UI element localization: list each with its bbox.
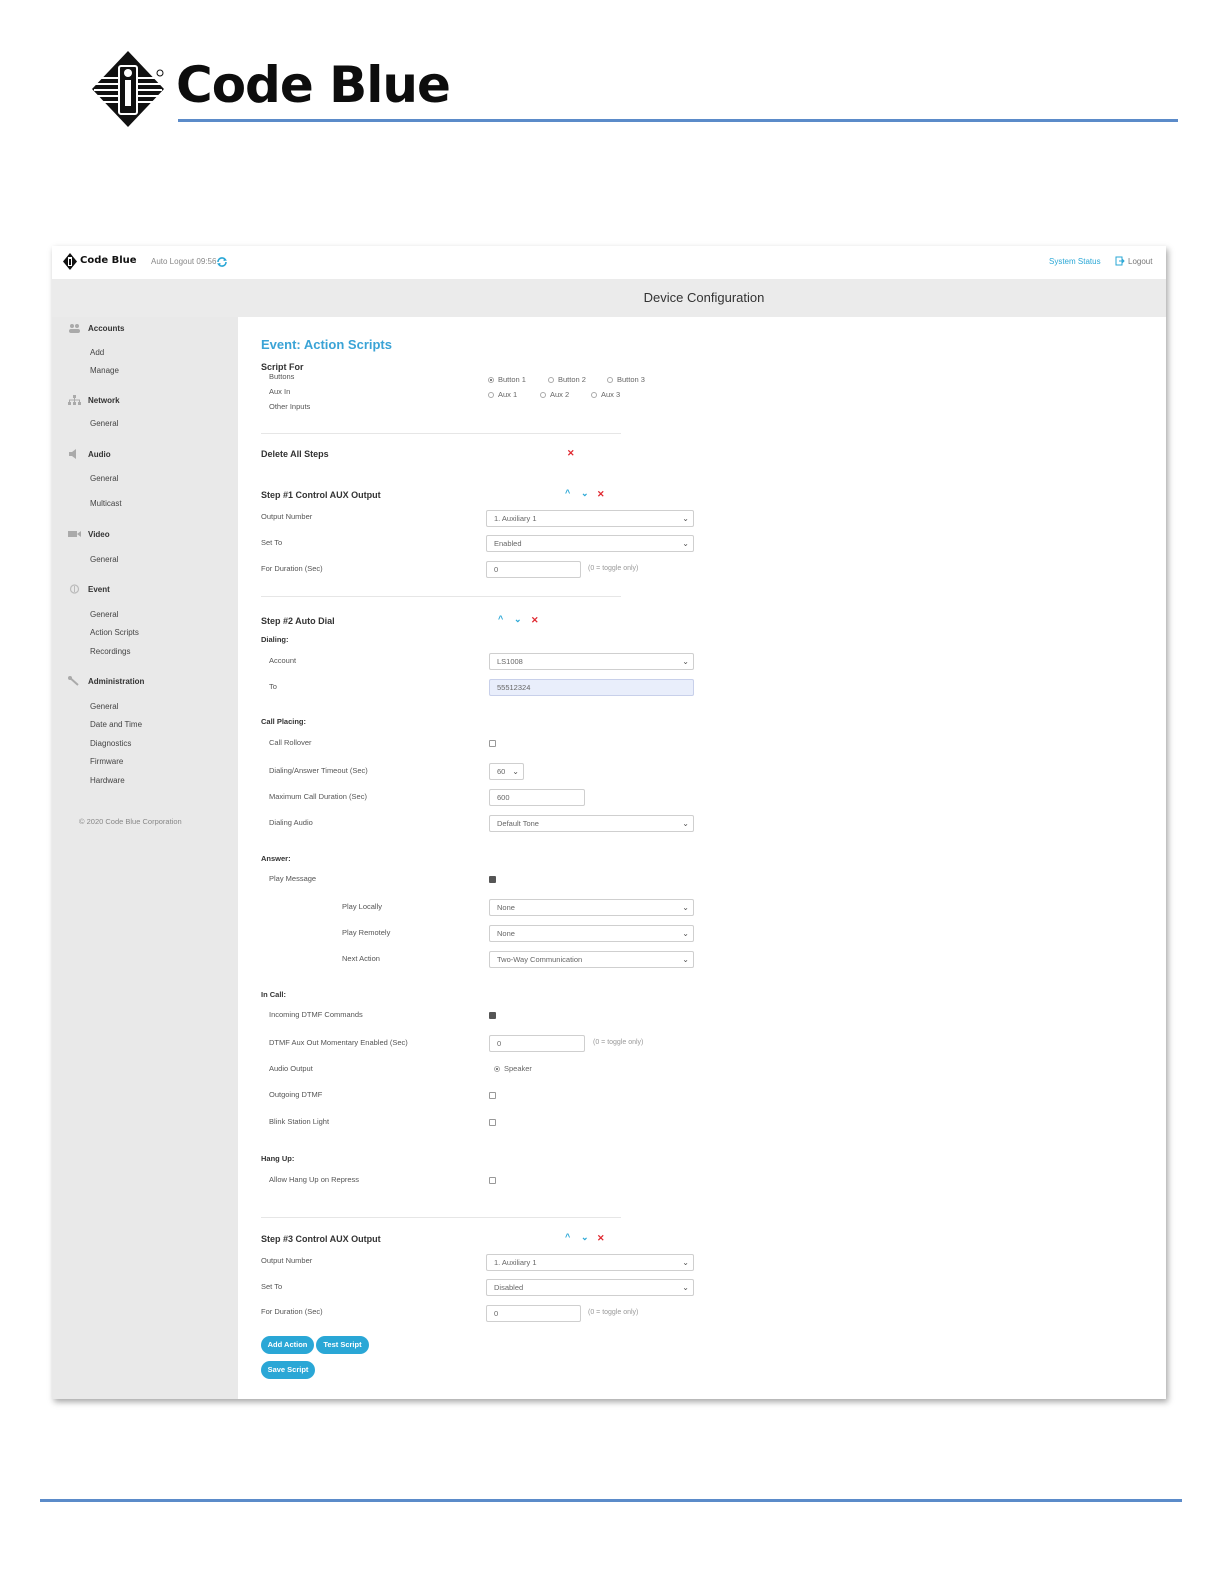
- save-script-button[interactable]: Save Script: [261, 1361, 315, 1379]
- chevron-down-icon: ⌄: [682, 819, 689, 828]
- network-icon: [68, 395, 81, 405]
- radio-label: Aux 2: [550, 390, 570, 399]
- in-call-label: In Call:: [261, 990, 287, 999]
- set-to-label: Set To: [261, 538, 283, 547]
- sidebar-item-action-scripts[interactable]: Action Scripts: [90, 628, 139, 637]
- timeout-label: Dialing/Answer Timeout (Sec): [269, 766, 368, 775]
- toggle-hint: (0 = toggle only): [593, 1039, 644, 1046]
- main-content: [238, 317, 1166, 1399]
- allow-hang-up-label: Allow Hang Up on Repress: [269, 1175, 360, 1184]
- chevron-down-icon: ⌄: [682, 903, 689, 912]
- move-up-icon[interactable]: ^: [498, 614, 504, 624]
- sidebar-item-date-and-time[interactable]: Date and Time: [90, 720, 143, 729]
- sidebar-item-audio-general[interactable]: General: [90, 474, 119, 483]
- call-placing-label: Call Placing:: [261, 717, 307, 726]
- select-value: 1. Auxiliary 1: [494, 514, 537, 523]
- move-up-icon[interactable]: ^: [565, 1232, 571, 1242]
- radio-dot: [607, 377, 613, 383]
- logout-label: Logout: [1128, 256, 1153, 266]
- select-value: None: [497, 929, 515, 938]
- chevron-down-icon: ⌄: [682, 539, 689, 548]
- select-value: Enabled: [494, 539, 522, 548]
- sidebar-section-network[interactable]: [68, 395, 120, 405]
- chevron-down-icon: ⌄: [682, 1283, 689, 1292]
- output-number-label: Output Number: [261, 512, 313, 521]
- logout-button[interactable]: [1115, 256, 1152, 266]
- to-input[interactable]: 55512324: [489, 679, 694, 696]
- select-value: Default Tone: [497, 819, 539, 828]
- set-to-select[interactable]: [486, 535, 694, 552]
- audio-output-speaker-radio[interactable]: [494, 1064, 532, 1073]
- sidebar-item-multicast[interactable]: Multicast: [90, 499, 122, 508]
- sidebar-item-diagnostics[interactable]: Diagnostics: [90, 739, 132, 748]
- sidebar-section-administration[interactable]: [68, 676, 144, 686]
- radio-label: Speaker: [504, 1064, 532, 1073]
- section-heading: Event: Action Scripts: [261, 337, 392, 352]
- chevron-down-icon: ⌄: [682, 1258, 689, 1267]
- incoming-dtmf-checkbox[interactable]: [489, 1012, 496, 1019]
- move-up-icon[interactable]: ^: [565, 488, 571, 498]
- play-remotely-select[interactable]: [489, 925, 694, 942]
- output-number-select[interactable]: [486, 510, 694, 527]
- duration-input[interactable]: 0: [486, 561, 581, 578]
- radio-label: Button 1: [498, 375, 526, 384]
- hang-up-label: Hang Up:: [261, 1154, 295, 1163]
- step-2-title: Step #2 Auto Dial: [261, 616, 335, 626]
- play-message-label: Play Message: [269, 874, 317, 883]
- copyright: © 2020 Code Blue Corporation: [79, 817, 182, 826]
- dtmf-aux-input[interactable]: 0: [489, 1035, 585, 1052]
- call-rollover-label: Call Rollover: [269, 738, 312, 747]
- sidebar: [52, 317, 238, 1399]
- sidebar-item-event-general[interactable]: General: [90, 610, 119, 619]
- select-value: 1. Auxiliary 1: [494, 1258, 537, 1267]
- toggle-hint: (0 = toggle only): [588, 565, 639, 572]
- delete-step-icon[interactable]: ✕: [531, 615, 539, 625]
- code-blue-mini-logo-icon: [63, 253, 77, 270]
- footer-rule: [40, 1499, 1182, 1502]
- refresh-icon[interactable]: [216, 256, 228, 268]
- sidebar-item-firmware[interactable]: Firmware: [90, 757, 124, 766]
- duration-input[interactable]: 0: [486, 1305, 581, 1322]
- radio-aux-2[interactable]: [540, 390, 569, 399]
- sidebar-section-label: Accounts: [88, 323, 125, 333]
- account-label: Account: [269, 656, 297, 665]
- chevron-down-icon: ⌄: [682, 514, 689, 523]
- add-action-button[interactable]: Add Action: [261, 1336, 314, 1354]
- radio-aux-1[interactable]: [488, 390, 517, 399]
- speaker-icon: [68, 449, 81, 459]
- radio-dot: [494, 1066, 500, 1072]
- move-down-icon[interactable]: ⌄: [581, 488, 589, 498]
- timeout-select[interactable]: [489, 763, 524, 780]
- select-value: None: [497, 903, 515, 912]
- code-blue-logo-icon: [90, 50, 166, 128]
- chevron-down-icon: ⌄: [682, 657, 689, 666]
- radio-button-3[interactable]: [607, 375, 645, 384]
- buttons-label: Buttons: [269, 372, 295, 381]
- select-value: Two-Way Communication: [497, 955, 583, 964]
- output-number-label: Output Number: [261, 1256, 313, 1265]
- allow-hang-up-checkbox[interactable]: [489, 1177, 496, 1184]
- divider: [261, 596, 621, 597]
- sidebar-item-network-general[interactable]: General: [90, 419, 119, 428]
- duration-label: For Duration (Sec): [261, 1307, 323, 1316]
- test-script-button[interactable]: Test Script: [316, 1336, 369, 1354]
- sidebar-section-audio[interactable]: [68, 449, 111, 459]
- sidebar-section-label: Network: [88, 395, 120, 405]
- radio-dot: [548, 377, 554, 383]
- users-icon: [68, 323, 81, 333]
- radio-label: Button 3: [617, 375, 645, 384]
- radio-label: Aux 1: [498, 390, 518, 399]
- radio-aux-3[interactable]: [591, 390, 620, 399]
- outgoing-dtmf-checkbox[interactable]: [489, 1092, 496, 1099]
- step-3-title: Step #3 Control AUX Output: [261, 1234, 381, 1244]
- header-rule: [178, 119, 1178, 122]
- dialing-label: Dialing:: [261, 635, 289, 644]
- radio-dot: [591, 392, 597, 398]
- radio-dot: [488, 377, 494, 383]
- topbar-brand: Code Blue: [80, 255, 137, 266]
- chevron-down-icon: ⌄: [512, 767, 519, 776]
- delete-all-label: Delete All Steps: [261, 449, 329, 459]
- set-to-select[interactable]: [486, 1279, 694, 1296]
- dtmf-aux-label: DTMF Aux Out Momentary Enabled (Sec): [269, 1038, 408, 1047]
- play-message-checkbox[interactable]: [489, 876, 496, 883]
- delete-all-icon[interactable]: ✕: [567, 448, 575, 458]
- sidebar-section-label: Administration: [88, 676, 145, 686]
- title-bar: [52, 279, 1166, 317]
- sidebar-item-hardware[interactable]: Hardware: [90, 776, 125, 785]
- duration-label: For Duration (Sec): [261, 564, 323, 573]
- sidebar-section-accounts[interactable]: [68, 323, 124, 333]
- next-action-label: Next Action: [342, 954, 380, 963]
- blink-light-checkbox[interactable]: [489, 1119, 496, 1126]
- move-down-icon[interactable]: ⌄: [514, 614, 522, 624]
- device-config-window: [52, 246, 1166, 1399]
- chevron-down-icon: ⌄: [682, 955, 689, 964]
- to-label: To: [269, 682, 277, 691]
- radio-button-1[interactable]: [488, 375, 526, 384]
- blink-light-label: Blink Station Light: [269, 1117, 330, 1126]
- other-inputs-label: Other Inputs: [269, 402, 311, 411]
- sidebar-item-video-general[interactable]: General: [90, 555, 119, 564]
- radio-label: Aux 3: [601, 390, 621, 399]
- page-title: Device Configuration: [643, 290, 765, 305]
- select-value: LS1008: [497, 657, 523, 666]
- logout-icon: [1115, 256, 1125, 266]
- answer-label: Answer:: [261, 854, 291, 863]
- step-1-title: Step #1 Control AUX Output: [261, 490, 381, 500]
- max-duration-label: Maximum Call Duration (Sec): [269, 792, 367, 801]
- wrench-icon: [68, 676, 81, 686]
- script-for-label: Script For: [261, 362, 304, 372]
- chevron-down-icon: ⌄: [682, 929, 689, 938]
- select-value: Disabled: [494, 1283, 524, 1292]
- radio-button-2[interactable]: [548, 375, 586, 384]
- play-locally-select[interactable]: [489, 899, 694, 916]
- event-icon: [68, 584, 81, 594]
- radio-label: Button 2: [558, 375, 586, 384]
- play-locally-label: Play Locally: [342, 902, 383, 911]
- account-select[interactable]: [489, 653, 694, 670]
- system-status-link[interactable]: System Status: [1049, 257, 1101, 266]
- sidebar-section-label: Audio: [88, 449, 111, 459]
- dialing-audio-select[interactable]: [489, 815, 694, 832]
- next-action-select[interactable]: [489, 951, 694, 968]
- output-number-select[interactable]: [486, 1254, 694, 1271]
- set-to-label: Set To: [261, 1282, 283, 1291]
- sidebar-item-add[interactable]: Add: [90, 348, 105, 357]
- sidebar-section-video[interactable]: [68, 529, 110, 539]
- delete-step-icon[interactable]: ✕: [597, 1233, 605, 1243]
- radio-dot: [488, 392, 494, 398]
- toggle-hint: (0 = toggle only): [588, 1309, 639, 1316]
- move-down-icon[interactable]: ⌄: [581, 1232, 589, 1242]
- play-remotely-label: Play Remotely: [342, 928, 391, 937]
- call-rollover-checkbox[interactable]: [489, 740, 496, 747]
- sidebar-section-label: Video: [88, 529, 110, 539]
- incoming-dtmf-label: Incoming DTMF Commands: [269, 1010, 363, 1019]
- divider: [261, 1217, 621, 1218]
- sidebar-item-manage[interactable]: Manage: [90, 366, 119, 375]
- delete-step-icon[interactable]: ✕: [597, 489, 605, 499]
- radio-dot: [540, 392, 546, 398]
- doc-brand-name: Code Blue: [176, 56, 450, 114]
- video-camera-icon: [68, 529, 81, 539]
- sidebar-item-recordings[interactable]: Recordings: [90, 647, 131, 656]
- divider: [261, 433, 621, 434]
- sidebar-section-event[interactable]: [68, 584, 110, 594]
- outgoing-dtmf-label: Outgoing DTMF: [269, 1090, 323, 1099]
- auto-logout-timer: Auto Logout 09:56: [151, 257, 217, 266]
- sidebar-item-admin-general[interactable]: General: [90, 702, 119, 711]
- audio-output-label: Audio Output: [269, 1064, 313, 1073]
- select-value: 60: [497, 767, 506, 776]
- dialing-audio-label: Dialing Audio: [269, 818, 313, 827]
- max-duration-input[interactable]: 600: [489, 789, 585, 806]
- aux-in-label: Aux In: [269, 387, 291, 396]
- sidebar-section-label: Event: [88, 584, 110, 594]
- top-bar: [52, 246, 1166, 279]
